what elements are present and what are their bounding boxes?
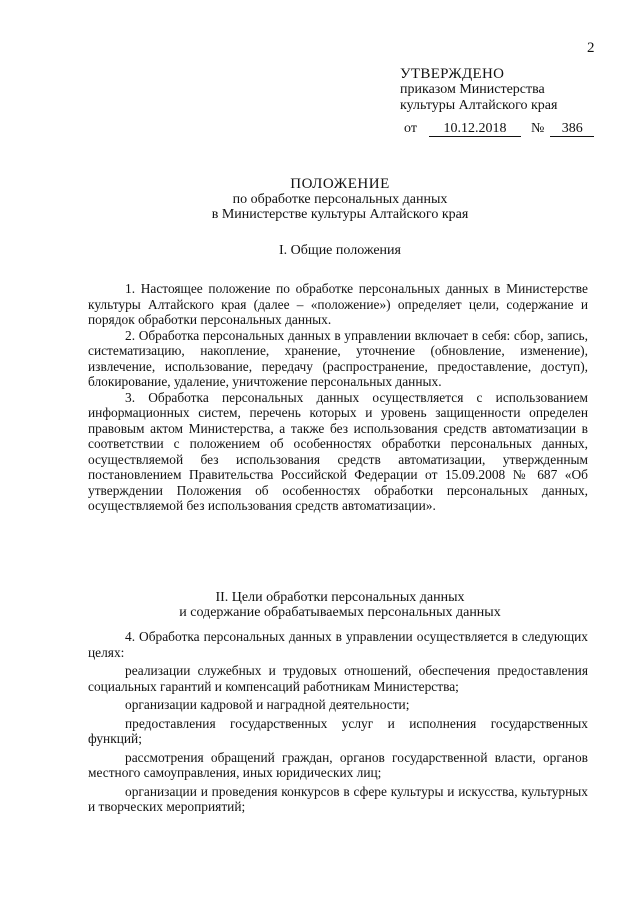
order-from-label: от <box>404 121 417 136</box>
document-title-main: ПОЛОЖЕНИЕ <box>290 176 390 192</box>
section-1-heading: I. Общие положения <box>279 243 401 258</box>
section-2-heading-line-2: и содержание обрабатываемых персональных данных <box>179 605 501 620</box>
section-2-body <box>88 629 588 815</box>
paragraph-4: 4. Обработка персональных данных в управлении осуществляется в следующих целях: <box>88 629 588 660</box>
section-2-heading <box>0 590 640 620</box>
paragraph-3: 3. Обработка персональных данных осуществляется с использованием информационных систем, перечень которых и уровень защищенности определен правовым актом Министерства, а также без использования средств автоматизации в соответствии с положением об особенностях обработки персональных данных, осуществляемой без использования средств автоматизации, утвержденным постановлением Правительства Российской Федерации от 15.09.2008 № 687 «Об утверждении Положения об особенностях обработки персональных данных, осуществляемой без использования средств автоматизации». <box>88 389 588 513</box>
approval-line-2: культуры Алтайского края <box>400 98 558 113</box>
paragraph-1: 1. Настоящее положение по обработке персональных данных в Министерстве культуры Алтайского края (далее – «положение») определяет цели, содержание и порядок обработки персональных данных. <box>88 281 588 327</box>
document-title-line-2: в Министерстве культуры Алтайского края <box>211 207 469 222</box>
section-1-body <box>88 281 588 514</box>
purpose-item: реализации служебных и трудовых отношений, обеспечения предоставления социальных гарантий и компенсаций работникам Министерства; <box>88 663 588 694</box>
purpose-item: рассмотрения обращений граждан, органов государственной власти, органов местного самоуправления, иных юридических лиц; <box>88 749 588 780</box>
section-2-heading-line-1: II. Цели обработки персональных данных <box>215 590 465 605</box>
order-date: 10.12.2018 <box>429 121 521 137</box>
paragraph-2: 2. Обработка персональных данных в управлении включает в себя: сбор, запись, систематизацию, накопление, хранение, уточнение (обновление, изменение), извлечение, использование, передачу (распространение, предоставление, доступ), блокирование, удаление, уничтожение персональных данных. <box>88 327 588 389</box>
order-number-label: № <box>530 121 545 136</box>
purpose-item: предоставления государственных услуг и исполнения государственных функций; <box>88 715 588 746</box>
approval-title: УТВЕРЖДЕНО <box>400 66 505 82</box>
purpose-item: организации кадровой и наградной деятельности; <box>125 697 410 712</box>
approval-stamp <box>400 66 557 114</box>
purpose-item: организации и проведения конкурсов в сфере культуры и искусства, культурных и творческих мероприятий; <box>88 783 588 814</box>
order-number: 386 <box>550 121 594 137</box>
order-reference <box>404 121 594 137</box>
page-number: 2 <box>587 40 595 56</box>
approval-line-1: приказом Министерства <box>400 82 545 97</box>
document-title-line-1: по обработке персональных данных <box>232 192 448 207</box>
document-title <box>0 177 640 222</box>
